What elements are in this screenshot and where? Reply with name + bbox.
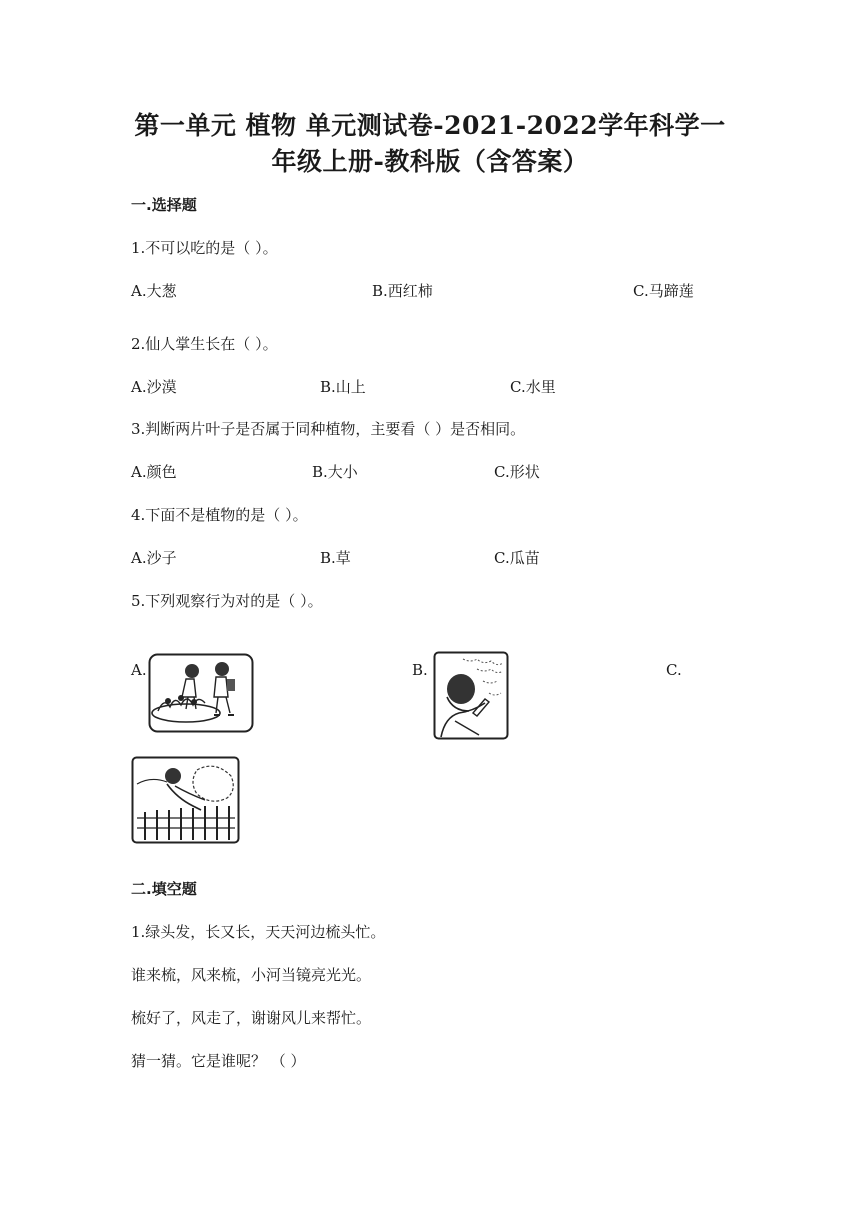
q1-option-b: B.西红柿 xyxy=(372,282,433,300)
question-3: 3.判断两片叶子是否属于同种植物，主要看（ ）是否相同。 xyxy=(131,420,526,438)
q2-option-a: A.沙漠 xyxy=(131,378,177,396)
q3-option-c: C.形状 xyxy=(494,463,540,481)
q5-option-a: A. xyxy=(131,661,147,679)
section-heading-choice: 一.选择题 xyxy=(131,196,197,214)
riddle-line-2: 谁来梳，风来梳，小河当镜亮光光。 xyxy=(131,966,372,984)
q4-option-c: C.瓜苗 xyxy=(494,549,540,567)
q3-option-a: A.颜色 xyxy=(131,463,177,481)
riddle-question-blank: 猜一猜。它是谁呢？ （ ） xyxy=(131,1052,306,1070)
q2-option-b: B.山上 xyxy=(320,378,366,396)
question-5: 5.下列观察行为对的是（ ）。 xyxy=(131,592,323,610)
question-2: 2.仙人掌生长在（ ）。 xyxy=(131,335,278,353)
q1-option-c: C.马蹄莲 xyxy=(633,282,694,300)
illustration-children-by-flowerbed xyxy=(148,653,254,733)
page-title-line-2: 年级上册-教科版（含答案） xyxy=(271,147,589,176)
riddle-line-3: 梳好了，风走了，谢谢风儿来帮忙。 xyxy=(131,1009,372,1027)
question-1: 1.不可以吃的是（ ）。 xyxy=(131,239,278,257)
illustration-child-at-fence xyxy=(131,756,240,844)
q1-option-a: A.大葱 xyxy=(131,282,177,300)
q3-option-b: B.大小 xyxy=(312,463,358,481)
q5-option-c: C. xyxy=(666,661,682,679)
page-title-line-1: 第一单元 植物 单元测试卷-2021-2022学年科学一 xyxy=(134,111,726,140)
q4-option-a: A.沙子 xyxy=(131,549,177,567)
riddle-line-1: 1.绿头发，长又长，天天河边梳头忙。 xyxy=(131,923,386,941)
illustration-child-writing xyxy=(433,651,509,740)
section-heading-fill-in: 二.填空题 xyxy=(131,880,197,898)
q4-option-b: B.草 xyxy=(320,549,351,567)
q5-option-b: B. xyxy=(412,661,428,679)
q2-option-c: C.水里 xyxy=(510,378,556,396)
question-4: 4.下面不是植物的是（ ）。 xyxy=(131,506,308,524)
